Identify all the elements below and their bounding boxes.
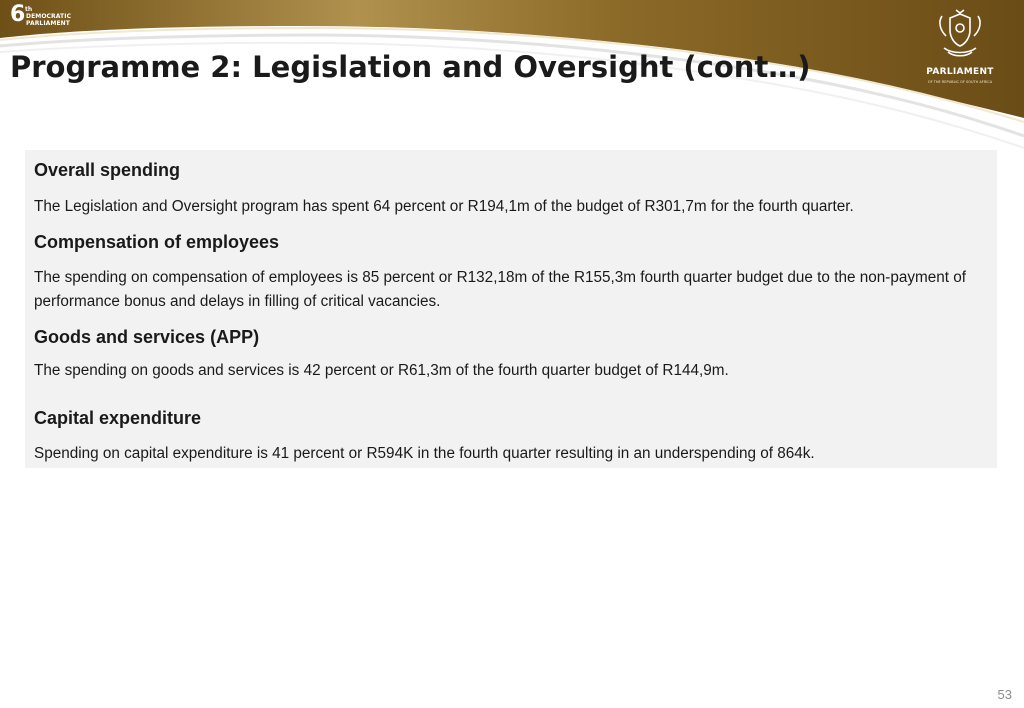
parliament-crest-icon <box>930 8 990 60</box>
section-text-capital-expenditure: Spending on capital expenditure is 41 percent or R594K in the fourth quarter resulting in an underspending of 864k. <box>34 445 815 462</box>
logo-superscript: th <box>25 6 33 13</box>
parliament-logo-text: PARLIAMENT <box>926 67 994 77</box>
section-text-compensation: The spending on compensation of employees is 85 percent or R132,18m of the R155,3m fourth quarter budget due to the non-payment of performance bonus and delays in filling of critical vacancies. <box>34 269 966 310</box>
section-heading-capital-expenditure: Capital expenditure <box>34 408 202 428</box>
section-heading-goods-services: Goods and services (APP) <box>34 327 260 347</box>
sixth-democratic-parliament-logo <box>10 4 80 28</box>
section-text-overall-spending: The Legislation and Oversight program has spent 64 percent or R194,1m of the budget of R301,7m for the fourth quarter. <box>34 198 854 215</box>
parliament-logo-subtitle: OF THE REPUBLIC OF SOUTH AFRICA <box>927 80 993 84</box>
section-heading-overall-spending: Overall spending <box>34 160 181 180</box>
logo-number: 6 <box>10 2 26 27</box>
section-heading-compensation: Compensation of employees <box>34 232 280 252</box>
logo-line-1: DEMOCRATIC <box>26 13 72 20</box>
page-title: Programme 2: Legislation and Oversight (cont…) <box>10 50 811 84</box>
page-number: 53 <box>997 687 1012 702</box>
logo-line-2: PARLIAMENT <box>26 20 70 27</box>
content-panel <box>25 150 997 468</box>
section-text-goods-services: The spending on goods and services is 42 percent or R61,3m of the fourth quarter budget of R144,9m. <box>34 362 729 379</box>
